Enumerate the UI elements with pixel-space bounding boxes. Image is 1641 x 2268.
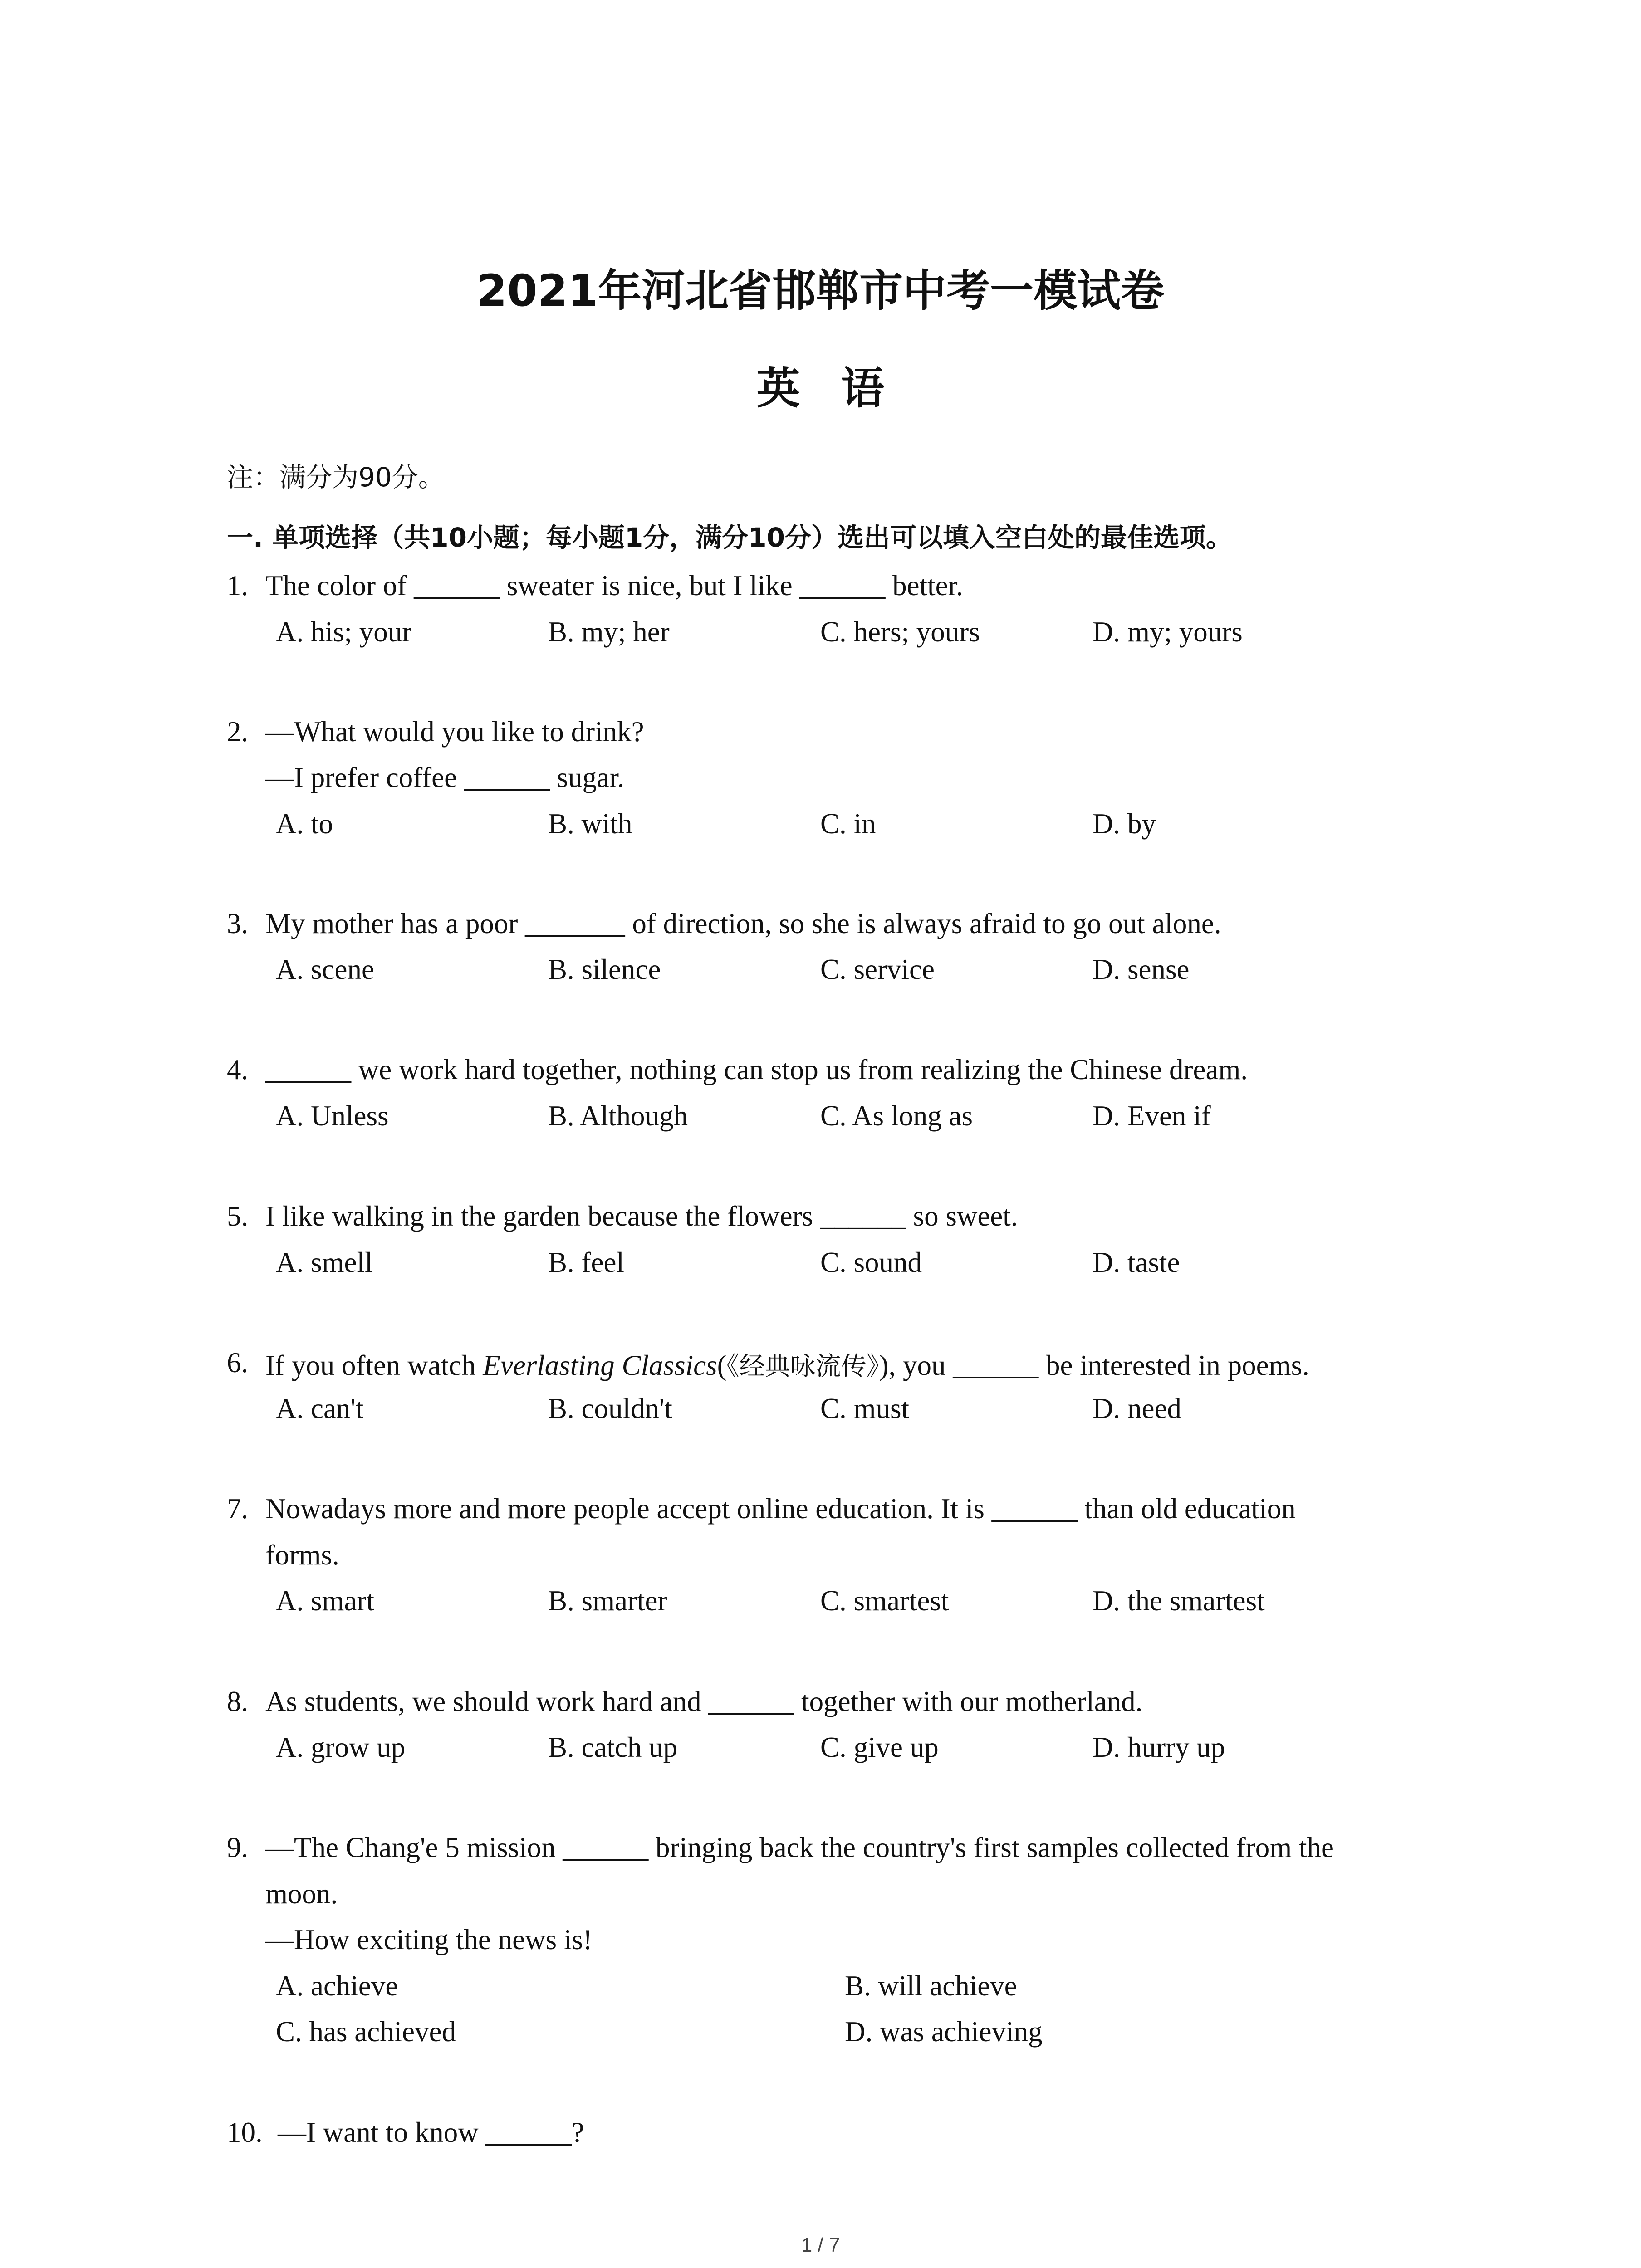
option-c: C. give up	[820, 1731, 939, 1763]
option-b: B. silence	[548, 953, 661, 985]
question-text: As students, we should work hard and ______ together with our motherland.	[265, 1686, 1143, 1717]
question-text: —What would you like to drink?	[265, 716, 644, 748]
option-d: D. sense	[1092, 953, 1190, 985]
question-number: 7.	[227, 1493, 249, 1525]
option-a: A. smart	[276, 1585, 374, 1617]
question-number: 10.	[227, 2116, 263, 2148]
option-c: C. smartest	[820, 1585, 949, 1617]
option-d: D. was achieving	[845, 2016, 1043, 2048]
question-number: 9.	[227, 1832, 249, 1863]
question-text-part: (	[717, 1349, 727, 1381]
question-number: 2.	[227, 716, 249, 748]
option-b: B. catch up	[548, 1731, 678, 1763]
question-number: 5.	[227, 1200, 249, 1232]
option-b: B. will achieve	[845, 1970, 1017, 2002]
question-text: The color of ______ sweater is nice, but I like ______ better.	[265, 570, 963, 601]
option-d: D. taste	[1092, 1246, 1180, 1278]
question-text: —I prefer coffee ______ sugar.	[265, 762, 625, 793]
score-note: 注：满分为90分。	[227, 462, 445, 493]
show-title: Everlasting Classics	[483, 1349, 717, 1381]
question-text: I like walking in the garden because the flowers ______ so sweet.	[265, 1200, 1018, 1232]
option-d: D. by	[1092, 808, 1156, 840]
option-b: B. my; her	[548, 616, 670, 648]
question-number: 1.	[227, 570, 249, 601]
option-a: A. can't	[276, 1393, 364, 1424]
question-number: 6.	[227, 1347, 249, 1378]
option-a: A. grow up	[276, 1731, 406, 1763]
question-text: ______ we work hard together, nothing can stop us from realizing the Chinese dream.	[265, 1054, 1248, 1085]
option-d: D. Even if	[1092, 1100, 1211, 1132]
option-b: B. feel	[548, 1246, 624, 1278]
question-number: 3.	[227, 908, 249, 939]
option-a: A. Unless	[276, 1100, 389, 1132]
question-text: —I want to know ______?	[278, 2116, 584, 2148]
question-text-part: ), you ______ be interested in poems.	[879, 1349, 1309, 1381]
option-d: D. my; yours	[1092, 616, 1243, 648]
question-text-part: If you often watch	[265, 1349, 483, 1381]
option-c: C. As long as	[820, 1100, 973, 1132]
page-title: 2021年河北省邯郸市中考一模试卷	[476, 265, 1165, 316]
page-number: 1 / 7	[801, 2234, 840, 2256]
show-title-cn: 《经典咏流传》	[726, 1352, 879, 1381]
option-a: A. achieve	[276, 1970, 398, 2002]
option-b: B. couldn't	[548, 1393, 672, 1424]
question-text: Nowadays more and more people accept online education. It is ______ than old education	[265, 1493, 1296, 1525]
option-b: B. with	[548, 808, 632, 840]
option-c: C. in	[820, 808, 876, 840]
question-text: moon.	[265, 1878, 338, 1910]
option-c: C. must	[820, 1393, 910, 1424]
question-text: —How exciting the news is!	[265, 1924, 593, 1955]
option-c: C. service	[820, 953, 935, 985]
question-number: 8.	[227, 1686, 249, 1717]
question-text: forms.	[265, 1539, 339, 1571]
option-a: A. smell	[276, 1246, 373, 1278]
option-c: C. sound	[820, 1246, 922, 1278]
subject-title: 英语	[756, 363, 926, 414]
section-heading: 一. 单项选择（共10小题；每小题1分，满分10分）选出可以填入空白处的最佳选项。	[227, 522, 1233, 553]
option-d: D. hurry up	[1092, 1731, 1225, 1763]
option-a: A. scene	[276, 953, 374, 985]
question-text: —The Chang'e 5 mission ______ bringing back the country's first samples collected from the	[265, 1832, 1334, 1863]
option-c: C. hers; yours	[820, 616, 980, 648]
option-a: A. his; your	[276, 616, 412, 648]
option-c: C. has achieved	[276, 2016, 456, 2048]
option-b: B. smarter	[548, 1585, 667, 1617]
question-number: 4.	[227, 1054, 249, 1085]
question-text: My mother has a poor _______ of direction, so she is always afraid to go out alone.	[265, 908, 1221, 939]
option-d: D. the smartest	[1092, 1585, 1265, 1617]
option-b: B. Although	[548, 1100, 688, 1132]
question-text	[265, 1346, 1309, 1383]
option-a: A. to	[276, 808, 333, 840]
option-d: D. need	[1092, 1393, 1181, 1424]
